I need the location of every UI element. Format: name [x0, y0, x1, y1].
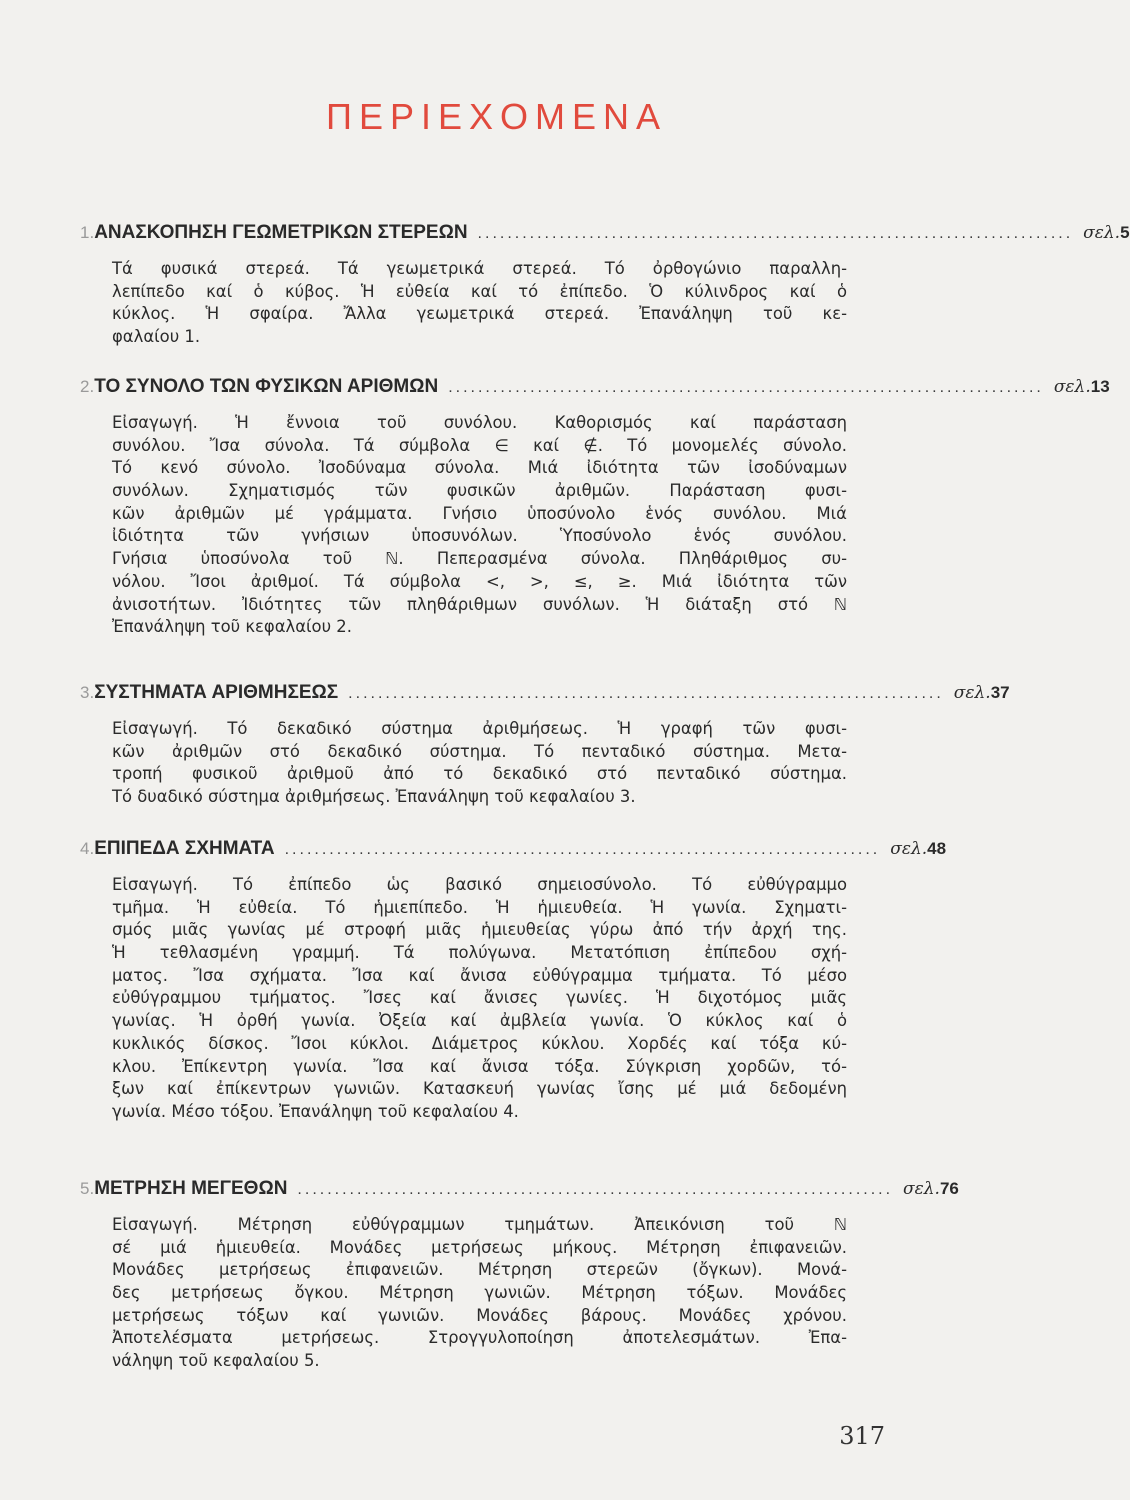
summary-line: λεπίπεδο καί ὁ κύβος. Ἡ εὐθεία καί τό ἐπίπεδο. Ὁ κύλινδρος καί ὁ [112, 281, 847, 301]
chapter-title: ΑΝΑΣΚΟΠΗΣΗ ΓΕΩΜΕΤΡΙΚΩΝ ΣΤΕΡΕΩΝ [94, 222, 468, 243]
chapter-number: 1. [80, 223, 95, 242]
summary-line: Τό κενό σύνολο. Ἰσοδύναμα σύνολα. Μιά ἰδιότητα τῶν ἰσοδύναμων [112, 458, 847, 478]
summary-line: Μονάδες μετρήσεως ἐπιφανειῶν. Μέτρηση στερεῶν (ὄγκων). Μονά- [112, 1260, 847, 1280]
summary-line: κύκλος. Ἡ σφαίρα. Ἄλλα γεωμετρικά στερεά. Ἐπανάληψη τοῦ κε- [112, 304, 847, 324]
page-label: σελ. [1083, 223, 1121, 243]
chapter-heading-row [80, 838, 947, 874]
summary-line: σέ μιά ἡμιευθεία. Μονάδες μετρήσεως μήκους. Μέτρηση ἐπιφανειῶν. [112, 1237, 847, 1257]
dot-leader: ................................................................................ [477, 225, 1074, 242]
page-label: σελ. [1053, 377, 1091, 397]
chapter-entry [80, 222, 1130, 349]
chapter-summary [112, 258, 847, 349]
chapter-page-number: 37 [990, 683, 1010, 702]
chapter-heading-row [80, 1178, 959, 1214]
summary-line: συνόλου. Ἴσα σύνολα. Τά σύμβολα ∈ καί ∉. Τό μονομελές σύνολο. [112, 435, 847, 455]
summary-line: συνόλων. Σχηματισμός τῶν φυσικῶν ἀριθμῶν. Παράσταση φυσι- [112, 481, 847, 501]
summary-line: νόλου. Ἴσοι ἀριθμοί. Τά σύμβολα <, >, ≤, ≥. Μιά ἰδιότητα τῶν [112, 571, 847, 591]
chapter-heading-row [80, 222, 1130, 258]
page-number: 317 [839, 1422, 885, 1450]
summary-line: κῶν ἀριθμῶν στό δεκαδικό σύστημα. Τό πενταδικό σύστημα. Μετα- [112, 741, 847, 761]
chapter-entry [80, 838, 947, 1124]
summary-line: νάληψη τοῦ κεφαλαίου 5. [112, 1351, 320, 1371]
chapter-title: ΣΥΣΤΗΜΑΤΑ ΑΡΙΘΜΗΣΕΩΣ [94, 682, 339, 703]
summary-line: Τό δυαδικό σύστημα ἀριθμήσεως. Ἐπανάληψη τοῦ κεφαλαίου 3. [112, 787, 636, 807]
summary-line: κῶν ἀριθμῶν μέ γράμματα. Γνήσιο ὑποσύνολο ἑνός συνόλου. Μιά [112, 503, 847, 523]
page-label: σελ. [953, 683, 991, 703]
chapter-page-number: 48 [927, 839, 947, 858]
summary-line: σμός μιᾶς γωνίας μέ στροφή μιᾶς ἡμιευθείας γύρω ἀπό τήν ἀρχή της. [112, 920, 847, 940]
summary-line: ματος. Ἴσα σχήματα. Ἴσα καί ἄνισα εὐθύγραμμα τμήματα. Τό μέσο [112, 965, 847, 985]
summary-line: Εἰσαγωγή. Μέτρηση εὐθύγραμμων τμημάτων. Ἀπεικόνιση τοῦ ℕ [112, 1215, 847, 1234]
page-label: σελ. [890, 839, 928, 859]
summary-line: ξων καί ἐπίκεντρων γωνιῶν. Κατασκευή γωνίας ἴσης μέ μιά δεδομένη [112, 1079, 847, 1099]
chapter-entry [80, 682, 1010, 809]
chapter-page-number: 76 [939, 1179, 959, 1198]
summary-line: φαλαίου 1. [112, 327, 201, 347]
summary-line: εὐθύγραμμου τμήματος. Ἴσες καί ἄνισες γωνίες. Ἡ διχοτόμος μιᾶς [112, 988, 847, 1008]
chapter-number: 2. [80, 377, 95, 396]
summary-line: τροπή φυσικοῦ ἀριθμοῦ ἀπό τό δεκαδικό στό πενταδικό σύστημα. [112, 764, 847, 784]
summary-line: Ἐπανάληψη τοῦ κεφαλαίου 2. [112, 617, 352, 637]
summary-line: Τά φυσικά στερεά. Τά γεωμετρικά στερεά. Τό ὀρθογώνιο παραλλη- [112, 259, 847, 278]
summary-line: κυκλικός δίσκος. Ἴσοι κύκλοι. Διάμετρος κύκλου. Χορδές καί τόξα κύ- [112, 1033, 847, 1053]
chapter-number: 3. [80, 683, 95, 702]
chapter-title: ΜΕΤΡΗΣΗ ΜΕΓΕΘΩΝ [94, 1178, 288, 1199]
summary-line: Ἀποτελέσματα μετρήσεως. Στρογγυλοποίηση ἀποτελεσμάτων. Ἐπα- [112, 1328, 847, 1348]
chapter-heading-row [80, 376, 1110, 412]
summary-line: ἰδιότητα τῶν γνήσιων ὑποσυνόλων. Ὑποσύνολο ἑνός συνόλου. [112, 526, 847, 546]
summary-line: γωνίας. Ἡ ὀρθή γωνία. Ὀξεία καί ἀμβλεία γωνία. Ὁ κύκλος καί ὁ [112, 1011, 847, 1031]
summary-line: Ἡ τεθλασμένη γραμμή. Τά πολύγωνα. Μετατόπιση ἐπίπεδου σχή- [112, 943, 847, 963]
chapter-entry [80, 376, 1110, 639]
dot-leader: ................................................................................ [284, 841, 881, 858]
chapter-summary [112, 1214, 847, 1373]
summary-line: ἀνισοτήτων. Ἰδιότητες τῶν πληθάριθμων συνόλων. Ἡ διάταξη στό ℕ [112, 594, 847, 614]
dot-leader: ................................................................................ [448, 379, 1044, 396]
page-label: σελ. [903, 1179, 940, 1199]
summary-line: Εἰσαγωγή. Ἡ ἔννοια τοῦ συνόλου. Καθορισμός καί παράσταση [112, 413, 847, 432]
dot-leader: ................................................................................ [348, 685, 944, 702]
chapter-title: ΤΟ ΣΥΝΟΛΟ ΤΩΝ ΦΥΣΙΚΩΝ ΑΡΙΘΜΩΝ [94, 376, 439, 397]
summary-line: Γνήσια ὑποσύνολα τοῦ ℕ. Πεπερασμένα σύνολα. Πληθάριθμος συ- [112, 549, 847, 569]
chapter-number: 5. [80, 1179, 95, 1198]
dot-leader: ................................................................................ [297, 1181, 894, 1198]
summary-line: Εἰσαγωγή. Τό δεκαδικό σύστημα ἀριθμήσεως. Ἡ γραφή τῶν φυσι- [112, 719, 847, 738]
summary-line: Εἰσαγωγή. Τό ἐπίπεδο ὡς βασικό σημειοσύνολο. Τό εὐθύγραμμο [112, 875, 847, 894]
chapter-summary [112, 874, 847, 1124]
summary-line: μετρήσεως τόξων καί γωνιῶν. Μονάδες βάρους. Μονάδες χρόνου. [112, 1305, 847, 1325]
chapter-number: 4. [80, 839, 95, 858]
chapter-summary [112, 412, 847, 639]
chapter-title: ΕΠΙΠΕΔΑ ΣΧΗΜΑΤΑ [94, 838, 275, 859]
chapter-summary [112, 718, 847, 809]
page-title: ΠΕΡΙΕΧΟΜΕΝΑ [325, 96, 668, 137]
chapter-page-number: 5 [1120, 223, 1130, 242]
chapter-entry [80, 1178, 959, 1373]
summary-line: γωνία. Μέσο τόξου. Ἐπανάληψη τοῦ κεφαλαίου 4. [112, 1101, 519, 1121]
summary-line: τμῆμα. Ἡ εὐθεία. Τό ἡμιεπίπεδο. Ἡ ἡμιευθεία. Ἡ γωνία. Σχηματι- [112, 897, 847, 917]
chapter-heading-row [80, 682, 1010, 718]
summary-line: κλου. Ἐπίκεντρη γωνία. Ἴσα καί ἄνισα τόξα. Σύγκριση χορδῶν, τό- [112, 1056, 847, 1076]
summary-line: δες μετρήσεως ὄγκου. Μέτρηση γωνιῶν. Μέτρηση τόξων. Μονάδες [112, 1283, 847, 1303]
chapter-page-number: 13 [1090, 377, 1110, 396]
